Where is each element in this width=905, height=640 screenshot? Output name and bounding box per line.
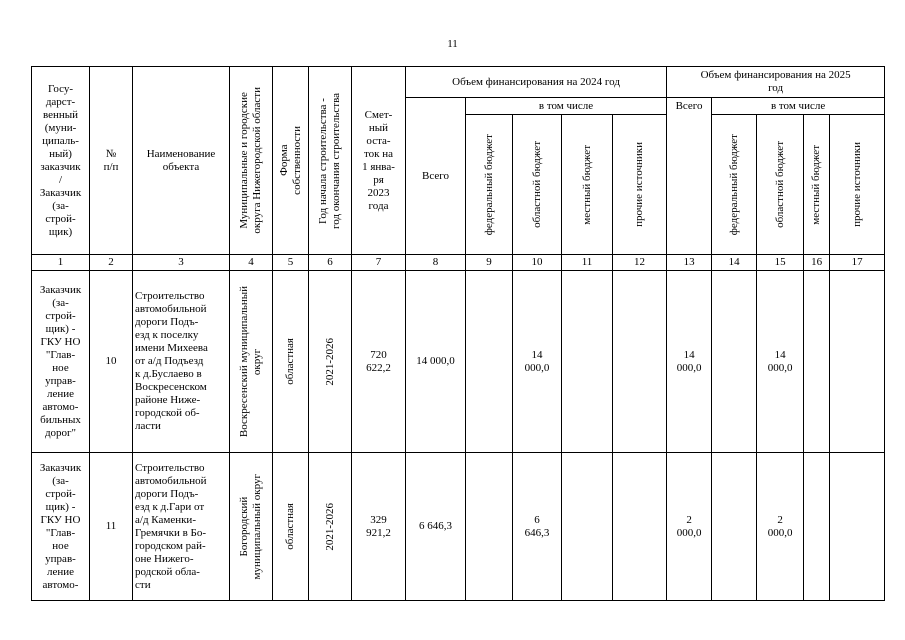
column-number: 2 [90, 255, 133, 271]
column-number: 11 [562, 255, 613, 271]
header-object-name: Наименование объекта [133, 67, 230, 255]
header-ownership: Форма собственности [273, 67, 309, 255]
cell-other-2025 [830, 271, 885, 453]
header-customer: Госу- дарст- венный (муни- ципаль- ный) заказчик / Заказчик (за- строй- щик) [32, 67, 90, 255]
header-funding-2024: Объем финансирования на 2024 год [406, 67, 667, 98]
cell-federal-2025 [712, 271, 757, 453]
cell-regional-2025: 2 000,0 [757, 453, 804, 601]
cell-total-2025: 14 000,0 [667, 271, 712, 453]
cell-years: 2021-2026 [309, 271, 352, 453]
column-number: 6 [309, 255, 352, 271]
column-number: 17 [830, 255, 885, 271]
cell-ownership: областная [273, 271, 309, 453]
cell-number: 11 [90, 453, 133, 601]
cell-ownership: областная [273, 453, 309, 601]
cell-local-2024 [562, 453, 613, 601]
financing-table [31, 66, 885, 601]
cell-district: Богородский муниципальный округ [230, 453, 273, 601]
cell-object-name: Строительство автомобильной дороги Подъ- езд к поселку имени Михеева от а/д Подъезд к д.Буслаево в Воскресенском районе Ниже- городской об- ласти [133, 271, 230, 453]
header-districts: Муниципальные и городские округа Нижегородской области [230, 67, 273, 255]
column-number: 14 [712, 255, 757, 271]
column-number: 16 [804, 255, 830, 271]
column-number: 13 [667, 255, 712, 271]
cell-customer: Заказчик (за- строй- щик) - ГКУ НО "Глав- ное управ- ление автомо- бильных дорог" [32, 271, 90, 453]
header-number: № п/п [90, 67, 133, 255]
header-regional-2025: областной бюджет [757, 115, 804, 255]
cell-estimate: 329 921,2 [352, 453, 406, 601]
table-row [32, 271, 885, 453]
header-local-2024: местный бюджет [562, 115, 613, 255]
column-number: 15 [757, 255, 804, 271]
cell-regional-2024: 6 646,3 [513, 453, 562, 601]
cell-total-2025: 2 000,0 [667, 453, 712, 601]
header-row-1 [32, 67, 885, 98]
column-number: 4 [230, 255, 273, 271]
cell-local-2025 [804, 453, 830, 601]
cell-object-name: Строительство автомобильной дороги Подъ- езд к д.Гари от а/д Каменки- Гремячки в Бо- городском рай- оне Нижего- родской обла- сти [133, 453, 230, 601]
cell-number: 10 [90, 271, 133, 453]
cell-total-2024: 14 000,0 [406, 271, 466, 453]
header-total-2024: Всего [406, 98, 466, 255]
column-number: 12 [613, 255, 667, 271]
header-funding-2025: Объем финансирования на 2025 год [667, 67, 885, 98]
column-number-row [32, 255, 885, 271]
cell-federal-2024 [466, 271, 513, 453]
header-local-2025: местный бюджет [804, 115, 830, 255]
column-number: 3 [133, 255, 230, 271]
header-including-2025: в том числе [712, 98, 885, 115]
column-number: 9 [466, 255, 513, 271]
cell-federal-2024 [466, 453, 513, 601]
header-total-2025: Всего [667, 98, 712, 255]
header-including-2024: в том числе [466, 98, 667, 115]
cell-other-2025 [830, 453, 885, 601]
cell-other-2024 [613, 271, 667, 453]
header-years: Год начала строительства - год окончания строительства [309, 67, 352, 255]
table-row [32, 453, 885, 601]
column-number: 7 [352, 255, 406, 271]
header-regional-2024: областной бюджет [513, 115, 562, 255]
header-federal-2025: федеральный бюджет [712, 115, 757, 255]
header-federal-2024: федеральный бюджет [466, 115, 513, 255]
column-number: 1 [32, 255, 90, 271]
cell-other-2024 [613, 453, 667, 601]
header-other-2024: прочие источники [613, 115, 667, 255]
page-number: 11 [447, 38, 458, 50]
cell-customer: Заказчик (за- строй- щик) - ГКУ НО "Глав- ное управ- ление автомо- [32, 453, 90, 601]
column-number: 10 [513, 255, 562, 271]
header-estimate: Смет- ный оста- ток на 1 янва- ря 2023 года [352, 67, 406, 255]
cell-regional-2024: 14 000,0 [513, 271, 562, 453]
cell-regional-2025: 14 000,0 [757, 271, 804, 453]
column-number: 8 [406, 255, 466, 271]
cell-years: 2021-2026 [309, 453, 352, 601]
header-other-2025: прочие источники [830, 115, 885, 255]
column-number: 5 [273, 255, 309, 271]
cell-local-2025 [804, 271, 830, 453]
cell-local-2024 [562, 271, 613, 453]
cell-federal-2025 [712, 453, 757, 601]
cell-district: Воскресенский муниципальный округ [230, 271, 273, 453]
cell-total-2024: 6 646,3 [406, 453, 466, 601]
cell-estimate: 720 622,2 [352, 271, 406, 453]
